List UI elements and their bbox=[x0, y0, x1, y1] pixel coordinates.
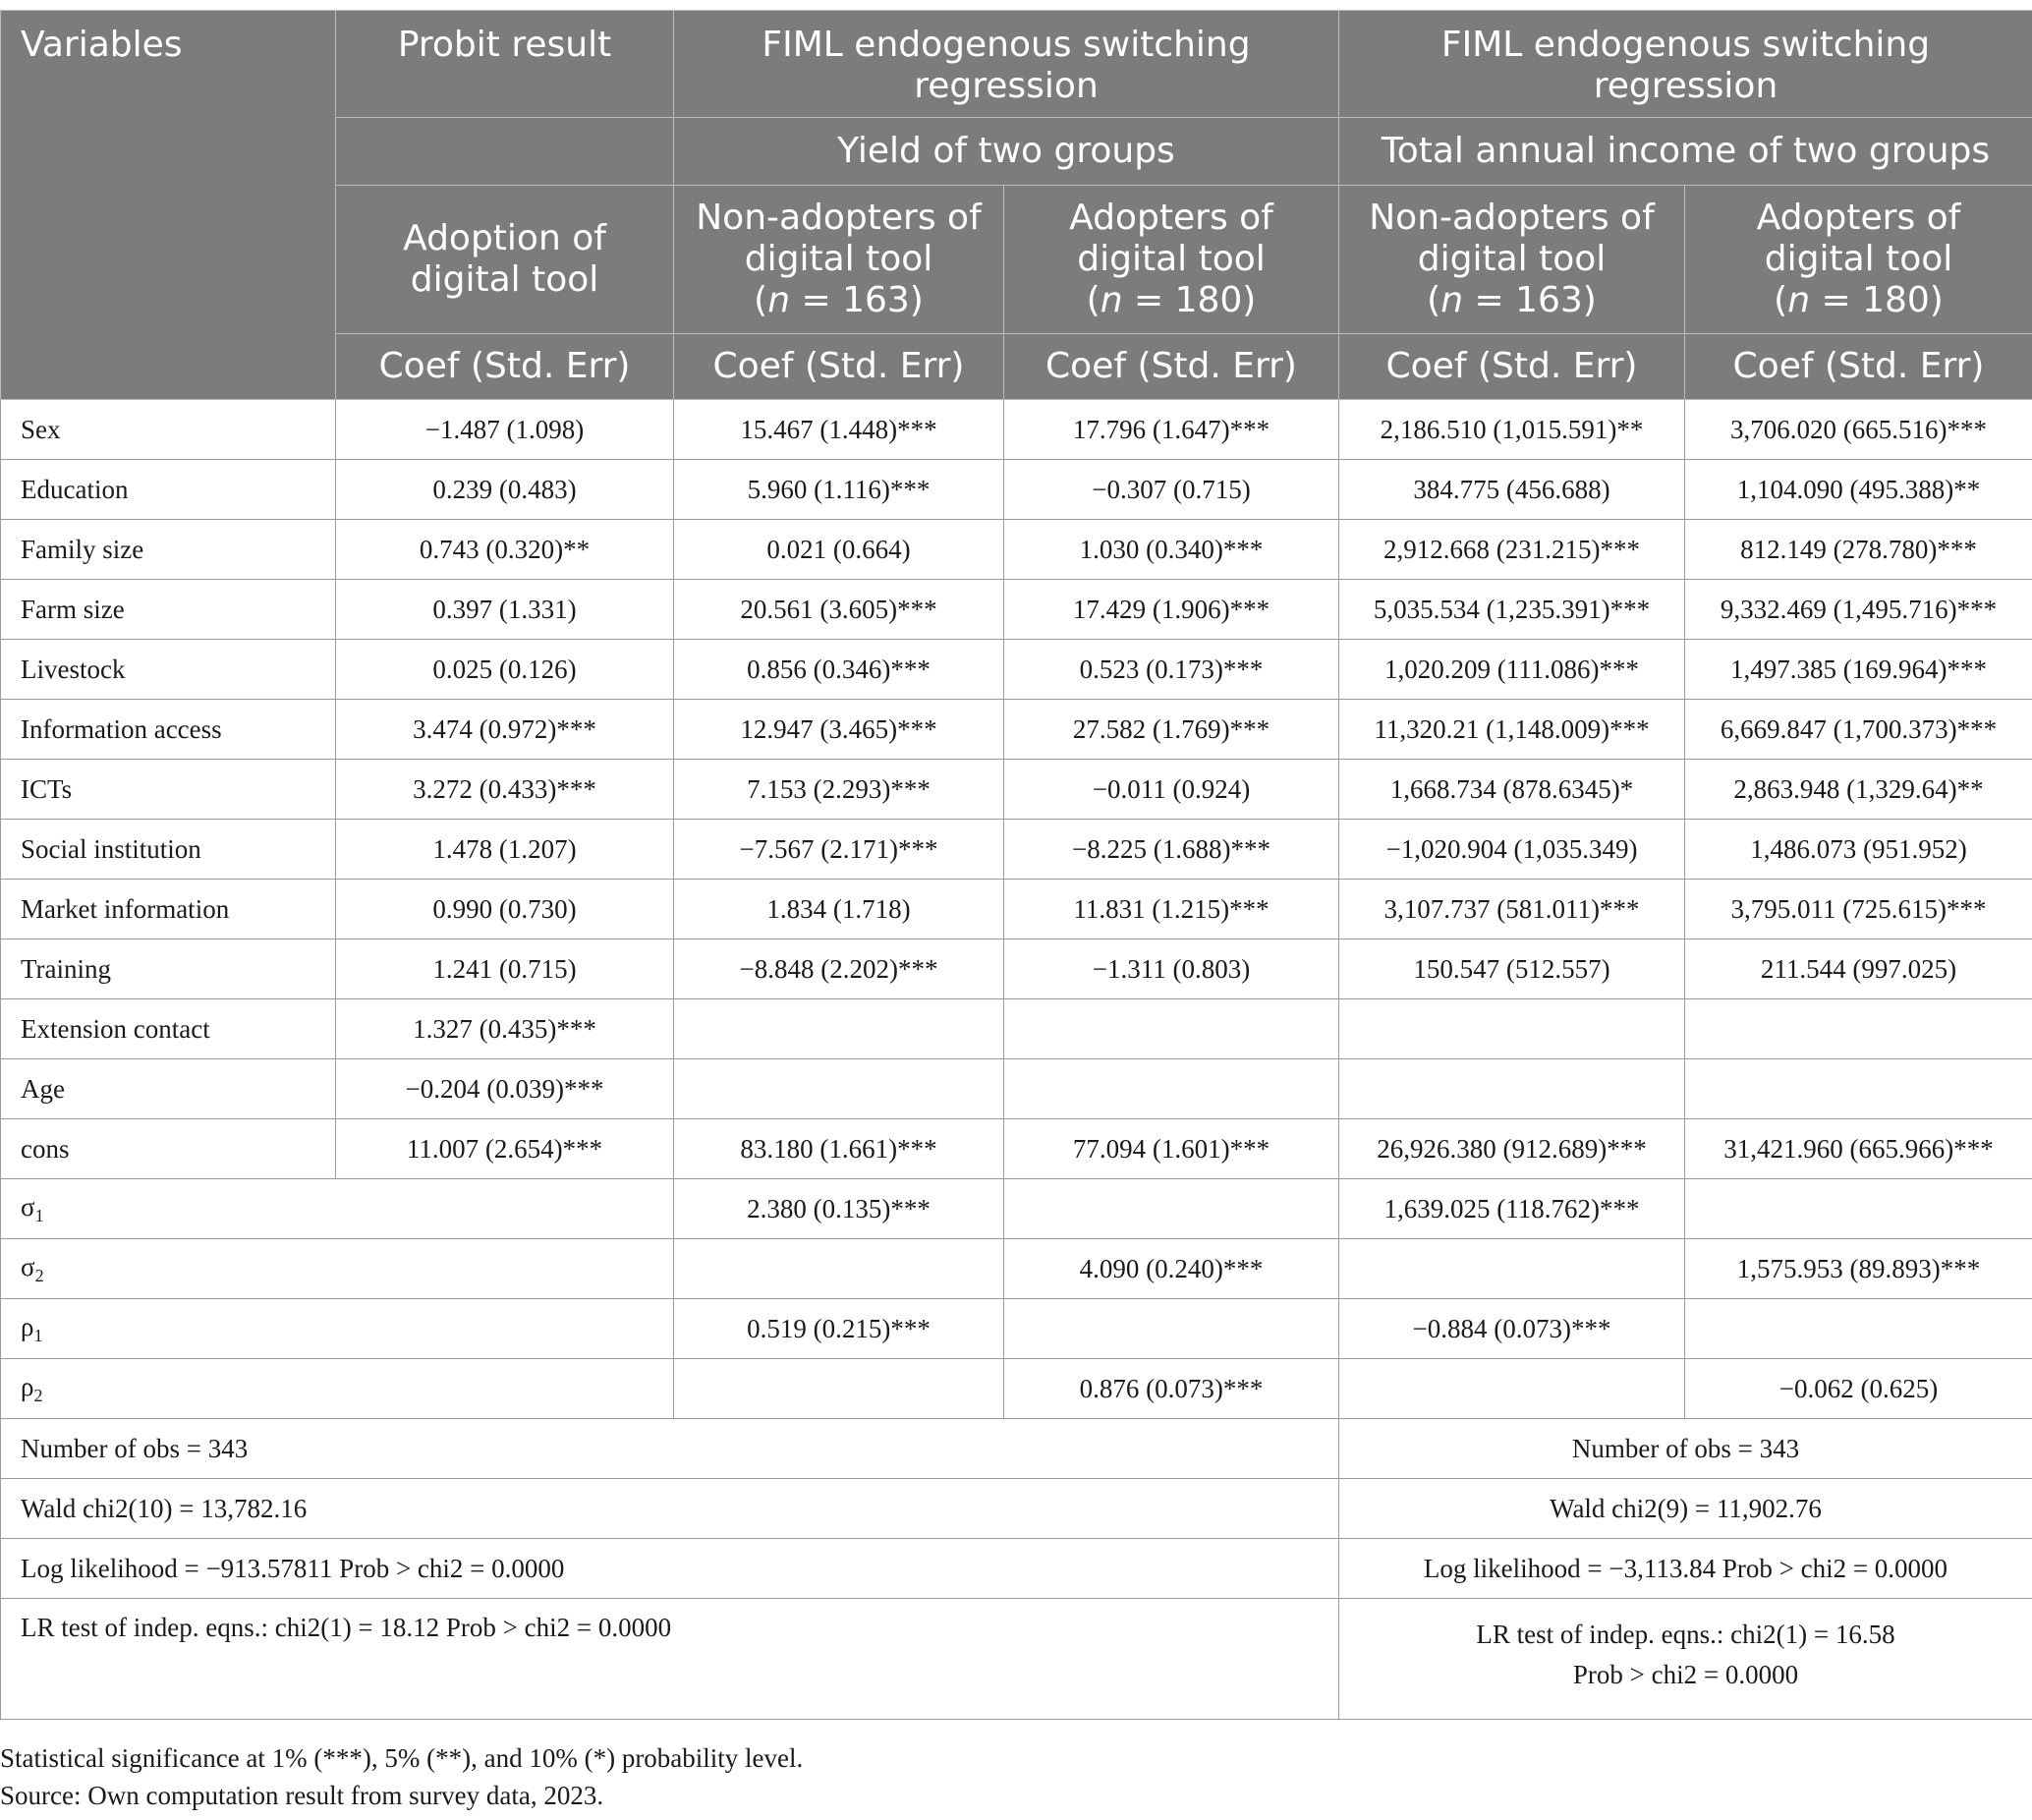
row-cell: 0.239 (0.483) bbox=[336, 460, 674, 520]
row-cell bbox=[1685, 1179, 2032, 1239]
row-variable: Age bbox=[1, 1059, 336, 1119]
row-cell bbox=[1339, 999, 1685, 1059]
regression-table bbox=[0, 10, 2032, 1720]
table-row bbox=[1, 820, 2032, 880]
table-row bbox=[1, 880, 2032, 939]
sample-size: = 163) bbox=[790, 280, 924, 320]
row-cell: 4.090 (0.240)*** bbox=[1004, 1239, 1339, 1299]
group-label: Adopters of digital tool bbox=[1069, 198, 1273, 279]
row-cell: −1,020.904 (1,035.349) bbox=[1339, 820, 1685, 880]
header-income-non-adopters: Non-adopters of digital tool (n = 163) bbox=[1339, 186, 1685, 334]
row-cell: 17.429 (1.906)*** bbox=[1004, 580, 1339, 640]
row-cell: 1.834 (1.718) bbox=[674, 880, 1004, 939]
stat-obs-right: Number of obs = 343 bbox=[1339, 1419, 2032, 1479]
row-variable: cons bbox=[1, 1119, 336, 1179]
row-cell: 20.561 (3.605)*** bbox=[674, 580, 1004, 640]
row-cell: 2.380 (0.135)*** bbox=[674, 1179, 1004, 1239]
row-cell: 812.149 (278.780)*** bbox=[1685, 520, 2032, 580]
row-cell bbox=[1004, 999, 1339, 1059]
row-cell: 1,020.209 (111.086)*** bbox=[1339, 640, 1685, 700]
row-cell: −0.884 (0.073)*** bbox=[1339, 1299, 1685, 1359]
row-cell bbox=[1004, 1059, 1339, 1119]
row-cell: 3,706.020 (665.516)*** bbox=[1685, 400, 2032, 460]
row-cell bbox=[1004, 1179, 1339, 1239]
row-cell: 31,421.960 (665.966)*** bbox=[1685, 1119, 2032, 1179]
row-cell: 2,186.510 (1,015.591)** bbox=[1339, 400, 1685, 460]
row-cell: 0.025 (0.126) bbox=[336, 640, 674, 700]
header-yield-adopters: Adopters of digital tool (n = 180) bbox=[1004, 186, 1339, 334]
row-cell: 27.582 (1.769)*** bbox=[1004, 700, 1339, 760]
table-row bbox=[1, 999, 2032, 1059]
row-variable: Extension contact bbox=[1, 999, 336, 1059]
row-cell bbox=[674, 999, 1004, 1059]
row-cell bbox=[1339, 1059, 1685, 1119]
row-cell: −1.311 (0.803) bbox=[1004, 939, 1339, 999]
table-row bbox=[1, 760, 2032, 820]
row-variable: Farm size bbox=[1, 580, 336, 640]
table-row bbox=[1, 1119, 2032, 1179]
stat-loglik-left: Log likelihood = −913.57811 Prob > chi2 = 0.0000 bbox=[1, 1539, 1339, 1599]
row-cell: 1.327 (0.435)*** bbox=[336, 999, 674, 1059]
row-cell: −8.848 (2.202)*** bbox=[674, 939, 1004, 999]
row-cell: 3.474 (0.972)*** bbox=[336, 700, 674, 760]
stats-row bbox=[1, 1539, 2032, 1599]
row-cell bbox=[1685, 999, 2032, 1059]
row-cell bbox=[674, 1059, 1004, 1119]
row-cell: 150.547 (512.557) bbox=[1339, 939, 1685, 999]
row-cell: 6,669.847 (1,700.373)*** bbox=[1685, 700, 2032, 760]
row-cell: −0.062 (0.625) bbox=[1685, 1359, 2032, 1419]
row-cell: 0.743 (0.320)** bbox=[336, 520, 674, 580]
stat-lr-right: LR test of indep. eqns.: chi2(1) = 16.58 Prob > chi2 = 0.0000 bbox=[1339, 1599, 2032, 1720]
stats-row bbox=[1, 1599, 2032, 1720]
row-cell: 9,332.469 (1,495.716)*** bbox=[1685, 580, 2032, 640]
row-cell bbox=[1339, 1239, 1685, 1299]
significance-note: Statistical significance at 1% (***), 5% (**), and 10% (*) probability level. bbox=[0, 1743, 804, 1773]
header-coef: Coef (Std. Err) bbox=[674, 334, 1004, 400]
row-cell: 0.397 (1.331) bbox=[336, 580, 674, 640]
row-cell: 7.153 (2.293)*** bbox=[674, 760, 1004, 820]
header-coef: Coef (Std. Err) bbox=[1685, 334, 2032, 400]
row-cell bbox=[1339, 1359, 1685, 1419]
group-label: Non-adopters of digital tool bbox=[696, 198, 982, 279]
group-label: Adopters of digital tool bbox=[1756, 198, 1961, 279]
source-note: Source: Own computation result from survey data, 2023. bbox=[0, 1781, 604, 1810]
parameter-row bbox=[1, 1179, 2032, 1239]
row-cell: 5.960 (1.116)*** bbox=[674, 460, 1004, 520]
row-cell: 1,486.073 (951.952) bbox=[1685, 820, 2032, 880]
row-cell: 1.030 (0.340)*** bbox=[1004, 520, 1339, 580]
stat-lr-left: LR test of indep. eqns.: chi2(1) = 18.12 Prob > chi2 = 0.0000 bbox=[1, 1599, 1339, 1720]
row-cell: 3.272 (0.433)*** bbox=[336, 760, 674, 820]
row-cell: 15.467 (1.448)*** bbox=[674, 400, 1004, 460]
row-cell: 2,863.948 (1,329.64)** bbox=[1685, 760, 2032, 820]
row-cell bbox=[1004, 1299, 1339, 1359]
row-cell bbox=[674, 1359, 1004, 1419]
row-cell: 5,035.534 (1,235.391)*** bbox=[1339, 580, 1685, 640]
sample-size: = 180) bbox=[1810, 280, 1944, 320]
row-cell: −7.567 (2.171)*** bbox=[674, 820, 1004, 880]
row-cell: −8.225 (1.688)*** bbox=[1004, 820, 1339, 880]
row-cell: 11,320.21 (1,148.009)*** bbox=[1339, 700, 1685, 760]
param-symbol: $\sigma_2$ bbox=[1, 1239, 674, 1299]
row-cell: −1.487 (1.098) bbox=[336, 400, 674, 460]
row-cell: 3,795.011 (725.615)*** bbox=[1685, 880, 2032, 939]
row-cell: 1.241 (0.715) bbox=[336, 939, 674, 999]
group-label: Non-adopters of digital tool bbox=[1369, 198, 1655, 279]
header-adoption: Adoption of digital tool bbox=[336, 186, 674, 334]
table-row bbox=[1, 640, 2032, 700]
stat-loglik-right: Log likelihood = −3,113.84 Prob > chi2 = 0.0000 bbox=[1339, 1539, 2032, 1599]
table-row bbox=[1, 400, 2032, 460]
parameter-row bbox=[1, 1299, 2032, 1359]
row-variable: Sex bbox=[1, 400, 336, 460]
header-yield-non-adopters: Non-adopters of digital tool (n = 163) bbox=[674, 186, 1004, 334]
header-coef: Coef (Std. Err) bbox=[1004, 334, 1339, 400]
row-cell: 12.947 (3.465)*** bbox=[674, 700, 1004, 760]
stat-wald-left: Wald chi2(10) = 13,782.16 bbox=[1, 1479, 1339, 1539]
row-cell: 11.831 (1.215)*** bbox=[1004, 880, 1339, 939]
row-variable: ICTs bbox=[1, 760, 336, 820]
row-variable: Livestock bbox=[1, 640, 336, 700]
row-cell: 0.523 (0.173)*** bbox=[1004, 640, 1339, 700]
table-row bbox=[1, 580, 2032, 640]
header-probit: Probit result bbox=[336, 11, 674, 118]
row-cell: 1,575.953 (89.893)*** bbox=[1685, 1239, 2032, 1299]
stats-row bbox=[1, 1479, 2032, 1539]
row-cell bbox=[1685, 1059, 2032, 1119]
table-row bbox=[1, 700, 2032, 760]
header-income-adopters: Adopters of digital tool (n = 180) bbox=[1685, 186, 2032, 334]
row-cell: 0.876 (0.073)*** bbox=[1004, 1359, 1339, 1419]
header-probit-empty bbox=[336, 118, 674, 186]
row-cell: 1,497.385 (169.964)*** bbox=[1685, 640, 2032, 700]
header-fiml-income: FIML endogenous switching regression bbox=[1339, 11, 2032, 118]
row-variable: Family size bbox=[1, 520, 336, 580]
row-cell: −0.011 (0.924) bbox=[1004, 760, 1339, 820]
row-cell: 3,107.737 (581.011)*** bbox=[1339, 880, 1685, 939]
table-row bbox=[1, 520, 2032, 580]
row-cell: 11.007 (2.654)*** bbox=[336, 1119, 674, 1179]
row-cell: −0.204 (0.039)*** bbox=[336, 1059, 674, 1119]
table-header bbox=[1, 11, 2032, 400]
parameter-row bbox=[1, 1239, 2032, 1299]
table-row bbox=[1, 460, 2032, 520]
header-coef: Coef (Std. Err) bbox=[1339, 334, 1685, 400]
header-variables: Variables bbox=[1, 11, 336, 400]
row-cell bbox=[674, 1239, 1004, 1299]
table-row bbox=[1, 939, 2032, 999]
row-cell: 2,912.668 (231.215)*** bbox=[1339, 520, 1685, 580]
row-cell: 1.478 (1.207) bbox=[336, 820, 674, 880]
row-cell: 0.519 (0.215)*** bbox=[674, 1299, 1004, 1359]
row-cell: 211.544 (997.025) bbox=[1685, 939, 2032, 999]
stat-obs-left: Number of obs = 343 bbox=[1, 1419, 1339, 1479]
table-row bbox=[1, 1059, 2032, 1119]
sample-size: = 180) bbox=[1122, 280, 1257, 320]
header-yield-groups: Yield of two groups bbox=[674, 118, 1339, 186]
param-symbol: $\rho_2$ bbox=[1, 1359, 674, 1419]
row-cell: 384.775 (456.688) bbox=[1339, 460, 1685, 520]
header-coef: Coef (Std. Err) bbox=[336, 334, 674, 400]
row-cell bbox=[1685, 1299, 2032, 1359]
row-cell: 0.856 (0.346)*** bbox=[674, 640, 1004, 700]
row-variable: Training bbox=[1, 939, 336, 999]
row-cell: 0.990 (0.730) bbox=[336, 880, 674, 939]
row-cell: 77.094 (1.601)*** bbox=[1004, 1119, 1339, 1179]
parameter-row bbox=[1, 1359, 2032, 1419]
stat-wald-right: Wald chi2(9) = 11,902.76 bbox=[1339, 1479, 2032, 1539]
row-cell: 26,926.380 (912.689)*** bbox=[1339, 1119, 1685, 1179]
row-cell: −0.307 (0.715) bbox=[1004, 460, 1339, 520]
header-income-groups: Total annual income of two groups bbox=[1339, 118, 2032, 186]
sample-size: = 163) bbox=[1463, 280, 1597, 320]
row-cell: 17.796 (1.647)*** bbox=[1004, 400, 1339, 460]
row-cell: 83.180 (1.661)*** bbox=[674, 1119, 1004, 1179]
row-variable: Education bbox=[1, 460, 336, 520]
header-fiml-yield: FIML endogenous switching regression bbox=[674, 11, 1339, 118]
row-cell: 1,104.090 (495.388)** bbox=[1685, 460, 2032, 520]
row-variable: Social institution bbox=[1, 820, 336, 880]
row-variable: Market information bbox=[1, 880, 336, 939]
param-symbol: $\sigma_1$ bbox=[1, 1179, 674, 1239]
stats-row bbox=[1, 1419, 2032, 1479]
param-symbol: $\rho_1$ bbox=[1, 1299, 674, 1359]
row-cell: 1,668.734 (878.6345)* bbox=[1339, 760, 1685, 820]
row-cell: 1,639.025 (118.762)*** bbox=[1339, 1179, 1685, 1239]
row-variable: Information access bbox=[1, 700, 336, 760]
row-cell: 0.021 (0.664) bbox=[674, 520, 1004, 580]
table-body bbox=[1, 400, 2032, 1720]
